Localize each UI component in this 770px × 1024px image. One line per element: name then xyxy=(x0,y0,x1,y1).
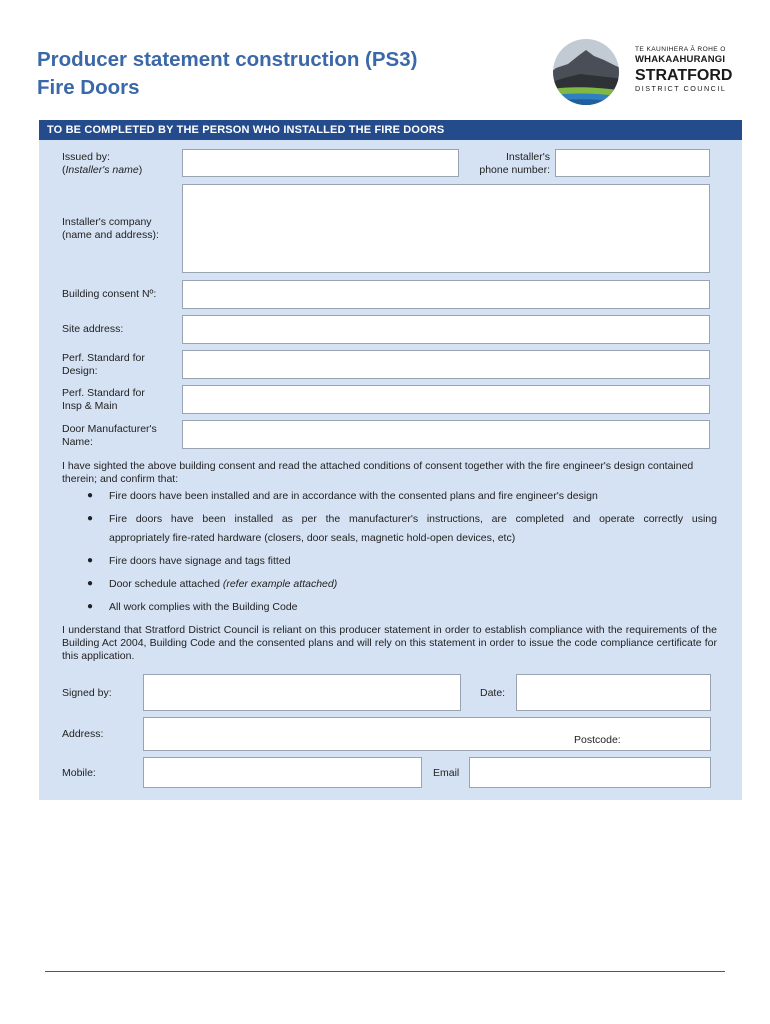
email-input[interactable] xyxy=(469,757,711,788)
perf-standard-design-label: Perf. Standard for Design: xyxy=(62,352,145,377)
footer-divider xyxy=(45,971,725,972)
bullet-item: Fire doors have been installed and are in accordance with the consented plans and fire engineer's design xyxy=(109,490,598,502)
perf-standard-insp-input[interactable] xyxy=(182,385,710,414)
date-input[interactable] xyxy=(516,674,711,711)
building-consent-input[interactable] xyxy=(182,280,710,309)
issued-by-label: Issued by: (Installer's name) xyxy=(62,151,143,176)
signed-by-label: Signed by: xyxy=(62,687,112,699)
installer-company-label: Installer's company (name and address): xyxy=(62,216,159,241)
installer-phone-label: Installer's phone number: xyxy=(479,151,550,176)
site-address-label: Site address: xyxy=(62,323,124,335)
stratford-council-logo xyxy=(546,38,738,106)
form-header: TO BE COMPLETED BY THE PERSON WHO INSTALLED THE FIRE DOORS xyxy=(39,120,742,140)
site-address-input[interactable] xyxy=(182,315,710,344)
address-input[interactable] xyxy=(143,717,711,751)
page-title xyxy=(37,46,417,102)
bullet-item: All work complies with the Building Code xyxy=(109,601,298,613)
bullet-dot-icon: ● xyxy=(87,513,94,524)
mobile-label: Mobile: xyxy=(62,767,96,779)
bullet-dot-icon: ● xyxy=(87,555,94,566)
bullet-item: Door schedule attached (refer example attached) xyxy=(109,578,338,590)
bullet-item: Fire doors have been installed as per the manufacturer's instructions, are completed and operate correctly using xyxy=(109,513,717,525)
door-manufacturer-label: Door Manufacturer's Name: xyxy=(62,423,157,448)
logo-text-4: DISTRICT COUNCIL xyxy=(635,84,727,93)
title-line-2: Fire Doors xyxy=(37,76,140,99)
logo-text-2: WHAKAAHURANGI xyxy=(635,54,726,65)
bullet-item: Fire doors have signage and tags fitted xyxy=(109,555,291,567)
postcode-label: Postcode: xyxy=(574,734,621,746)
bullet-item-continued: appropriately fire-rated hardware (closers, door seals, magnetic hold-open devices, etc) xyxy=(109,532,516,544)
ps3-form xyxy=(39,120,742,800)
email-label: Email xyxy=(433,767,460,779)
address-label: Address: xyxy=(62,728,104,740)
perf-standard-insp-label: Perf. Standard for Insp & Main xyxy=(62,387,145,412)
door-manufacturer-input[interactable] xyxy=(182,420,710,449)
installer-company-input[interactable] xyxy=(182,184,710,273)
signature-input[interactable] xyxy=(143,674,461,711)
date-label: Date: xyxy=(480,687,506,699)
title-line-1: Producer statement construction (PS3) xyxy=(37,48,418,71)
statement-intro: I have sighted the above building consent and read the attached conditions of consent together with the fire engineer's design contained therein; and confirm that: xyxy=(62,460,694,485)
logo-text-1: TE KAUNIHERA Ā ROHE O xyxy=(635,46,726,53)
bullet-dot-icon: ● xyxy=(87,490,94,501)
logo-text-3: STRATFORD xyxy=(635,67,733,84)
reliance-statement: I understand that Stratford District Council is reliant on this producer statement in order to establish compliance with the requirements of the Building Act 2004, Building Code and the consented plans and will rely on this statement in order to issue the code compliance certificate for this application. xyxy=(62,624,717,662)
mobile-input[interactable] xyxy=(143,757,422,788)
perf-standard-design-input[interactable] xyxy=(182,350,710,379)
mountain-logo-icon xyxy=(546,38,632,106)
building-consent-label: Building consent Nº: xyxy=(62,288,157,300)
installer-phone-input[interactable] xyxy=(555,149,710,177)
bullet-dot-icon: ● xyxy=(87,601,94,612)
bullet-dot-icon: ● xyxy=(87,578,94,589)
installer-name-input[interactable] xyxy=(182,149,459,177)
